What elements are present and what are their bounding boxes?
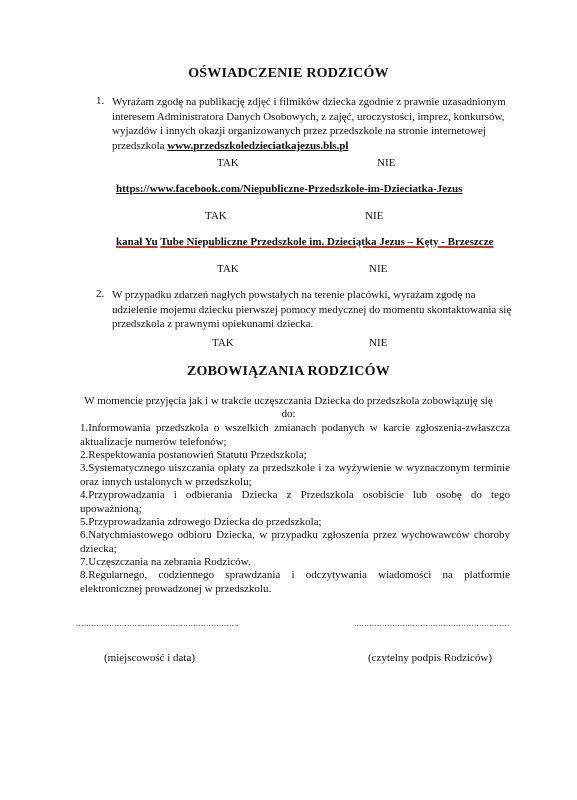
obligation-item-8: 8.Regularnego, codziennego sprawdzania i odczytywania wiadomości na platformie elektronicznej prowadzonej w przedszkolu. (80, 569, 510, 595)
choice2-no[interactable]: NIE (365, 210, 384, 222)
obligation-item-7: 7.Uczęszczania na zebrania Rodziców. (80, 556, 251, 568)
signature-line-parent[interactable]: ............................................................. (354, 618, 510, 628)
item2-paragraph: W przypadku zdarzeń nagłych powstałych na terenie placówki, wyrażam zgodę na udzielenie mojemu dziecku pierwszej pomocy medycznej do momentu skontaktowania się przedszkola z prawnymi opiekunami dziecka. (112, 289, 512, 330)
website-link[interactable]: www.przedszkoledzieciatkajezus.bls.pl (167, 139, 349, 152)
obligation-item-2: 2.Respektowania postanowień Statutu Przedszkola; (80, 449, 307, 461)
intro-line-1: W momencie przyjęcia jak i w trakcie uczęszczania Dziecka do przedszkola zobowiązuję się (84, 395, 493, 407)
choice4-yes[interactable]: TAK (212, 337, 234, 349)
label-place-date: (miejscowość i data) (104, 652, 196, 664)
item2-number: 2. (96, 288, 105, 300)
title-zobowiazania: ZOBOWIĄZANIA RODZICÓW (187, 364, 390, 379)
item1-number: 1. (96, 95, 105, 107)
choice1-yes[interactable]: TAK (217, 157, 239, 169)
youtube-prefix: kanał (116, 236, 145, 248)
obligation-item-1: 1.Informowania przedszkola o wszelkich zmianach podanych w karcie zgłoszenia-zwłaszcza aktualizacje numerów telefonów; (80, 422, 510, 448)
item1-text: Wyrażam zgodę na publikację zdjęć i filmików dziecka zgodnie z prawnie uzasadnionym interesem Administratora Danych Osobowych, z zajęć, uroczystości, imprez, konkursów, wyjazdów i innych okazji organizowanych przez przedszkole na stronie internetowej przedszkola (112, 96, 506, 152)
intro-line-2: do: (281, 408, 296, 420)
obligation-item-3: 3.Systematycznego uiszczania opłaty za przedszkole i za wyżywienie w wyznaczonym terminie oraz innych ustalonych w przedszkolu; (80, 462, 510, 488)
item1-paragraph (112, 95, 512, 153)
youtube-channel-name: Niepubliczne Przedszkole im. Dzieciątka Jezus – Kęty - Brzeszcze (183, 236, 494, 248)
youtube-yu: Yu (144, 236, 158, 248)
obligation-item-6: 6.Natychmiastowego odbioru Dziecka, w przypadku zgłoszenia przez wychowawców choroby dziecka; (80, 529, 510, 555)
facebook-link[interactable]: https://www.facebook.com/Niepubliczne-Przedszkole-im-Dzieciatka-Jezus (116, 183, 463, 195)
title-oswiadczenie: OŚWIADCZENIE RODZICÓW (188, 66, 389, 81)
choice4-no[interactable]: NIE (369, 337, 388, 349)
youtube-tube: Tube (160, 236, 184, 248)
obligation-item-5: 5.Przyprowadzania zdrowego Dziecka do przedszkola; (80, 516, 322, 528)
signature-line-place-date[interactable]: ................................................................ (76, 618, 240, 628)
choice2-yes[interactable]: TAK (205, 210, 227, 222)
choice1-no[interactable]: NIE (377, 157, 396, 169)
choice3-no[interactable]: NIE (369, 263, 388, 275)
youtube-channel-line (116, 236, 493, 248)
label-parent-signature: (czytelny podpis Rodziców) (368, 652, 493, 664)
choice3-yes[interactable]: TAK (217, 263, 239, 275)
obligation-item-4: 4.Przyprowadzania i odbierania Dziecka z Przedszkola osobiście lub osobę do tego upoważnioną; (80, 489, 510, 515)
